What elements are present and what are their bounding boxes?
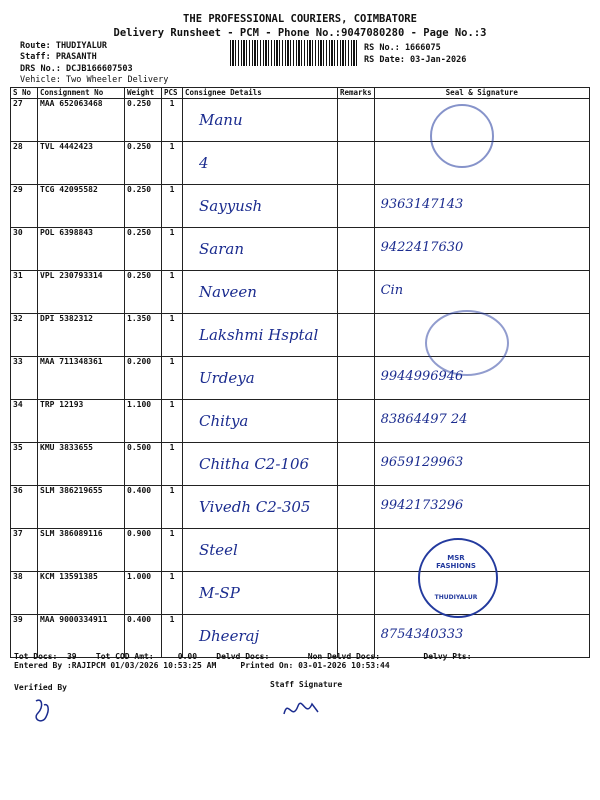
- consignee-cell-text: Steel: [199, 541, 238, 559]
- consignee-cell-text: Lakshmi Hsptal: [199, 326, 319, 344]
- consignment-cell-text: SLM 386089116: [40, 529, 103, 538]
- consignment-cell: [38, 228, 125, 271]
- remarks-cell: [338, 99, 375, 142]
- consignment-cell: [38, 357, 125, 400]
- signature-cell-text: 9942173296: [380, 498, 464, 513]
- pcs-cell: [162, 271, 183, 314]
- staff-label: Staff: PRASANTH: [20, 52, 97, 62]
- barcode: [230, 40, 358, 66]
- table-row: [11, 400, 590, 443]
- signature-cell-text: 9944996946: [380, 369, 464, 384]
- signature-cell: [374, 228, 589, 271]
- consignment-cell: [38, 314, 125, 357]
- sno-cell-text: 30: [13, 228, 23, 237]
- consignee-cell-text: 4: [199, 154, 209, 172]
- consignee-cell: [183, 314, 338, 357]
- pcs-cell-text: 1: [169, 142, 175, 151]
- pcs-cell: [162, 529, 183, 572]
- consignee-cell-text: Manu: [199, 111, 243, 129]
- signature-cell-text: 83864497 24: [380, 412, 468, 427]
- consignment-cell: [38, 529, 125, 572]
- pcs-cell: [162, 572, 183, 615]
- sno-cell-text: 33: [13, 357, 23, 366]
- signature-cell-text: Cin: [380, 283, 404, 298]
- consignee-cell-text: Chitha C2-106: [199, 455, 310, 473]
- consignment-cell: [38, 400, 125, 443]
- consignment-cell: [38, 443, 125, 486]
- remarks-cell: [338, 400, 375, 443]
- signature-cell: [374, 185, 589, 228]
- weight-cell: [125, 443, 162, 486]
- consignee-cell: [183, 529, 338, 572]
- consignment-cell-text: MAA 711348361: [40, 357, 103, 366]
- weight-cell-text: 1.000: [127, 572, 152, 581]
- consignee-cell: [183, 357, 338, 400]
- table-row: [11, 357, 590, 400]
- col-header: Seal & Signature: [374, 88, 589, 99]
- remarks-cell: [338, 572, 375, 615]
- remarks-cell: [338, 271, 375, 314]
- consignee-cell: [183, 142, 338, 185]
- verified-by-label: Verified By: [14, 683, 67, 692]
- signature-cell-text: 8754340333: [380, 627, 464, 642]
- weight-cell: [125, 572, 162, 615]
- sno-cell: [11, 99, 38, 142]
- sno-cell-text: 31: [13, 271, 23, 280]
- consignee-cell-text: Naveen: [199, 283, 257, 301]
- pcs-cell: [162, 228, 183, 271]
- weight-cell-text: 0.200: [127, 357, 152, 366]
- consignment-cell-text: POL 6398843: [40, 228, 93, 237]
- weight-cell: [125, 228, 162, 271]
- sno-cell-text: 34: [13, 400, 23, 409]
- consignment-cell-text: TVL 4442423: [40, 142, 93, 151]
- weight-cell: [125, 142, 162, 185]
- pcs-cell: [162, 486, 183, 529]
- consignment-cell: [38, 572, 125, 615]
- table-row: [11, 99, 590, 142]
- consignee-cell: [183, 443, 338, 486]
- rs-number: RS No.: 1666075: [364, 43, 441, 53]
- col-header: PCS: [162, 88, 183, 99]
- sno-cell: [11, 400, 38, 443]
- runsheet-table: [10, 87, 590, 658]
- pcs-cell-text: 1: [169, 615, 175, 624]
- remarks-cell: [338, 486, 375, 529]
- signature-cell: [374, 486, 589, 529]
- table-row: [11, 228, 590, 271]
- weight-cell-text: 0.400: [127, 615, 152, 624]
- msr-fashions-seal-icon: [418, 538, 498, 618]
- table-row: [11, 486, 590, 529]
- consignee-cell-text: Saran: [199, 240, 244, 258]
- sno-cell: [11, 228, 38, 271]
- consignee-cell-text: M-SP: [199, 584, 240, 602]
- sno-cell-text: 29: [13, 185, 23, 194]
- sno-cell-text: 28: [13, 142, 23, 151]
- signature-cell: [374, 271, 589, 314]
- vehicle-label: Vehicle: Two Wheeler Delivery: [20, 75, 169, 85]
- consignment-cell-text: SLM 386219655: [40, 486, 103, 495]
- rs-date: RS Date: 03-Jan-2026: [364, 55, 467, 65]
- remarks-cell: [338, 228, 375, 271]
- sno-cell-text: 39: [13, 615, 23, 624]
- pcs-cell: [162, 314, 183, 357]
- pcs-cell: [162, 142, 183, 185]
- consignment-cell-text: VPL 230793314: [40, 271, 103, 280]
- consignment-cell: [38, 271, 125, 314]
- weight-cell-text: 0.250: [127, 99, 152, 108]
- sno-cell: [11, 314, 38, 357]
- weight-cell-text: 0.250: [127, 185, 152, 194]
- totals-line: Tot Docs: 39 Tot COD Amt: 0.00 Delvd Docs: Non Delvd Docs: Delvy Pts:: [14, 652, 472, 661]
- weight-cell: [125, 185, 162, 228]
- weight-cell-text: 0.900: [127, 529, 152, 538]
- pcs-cell-text: 1: [169, 271, 175, 280]
- consignment-cell: [38, 185, 125, 228]
- weight-cell-text: 0.500: [127, 443, 152, 452]
- verifier-signature-icon: [28, 695, 68, 731]
- sno-cell-text: 27: [13, 99, 23, 108]
- sno-cell-text: 35: [13, 443, 23, 452]
- seal-bottom-text: THUDIYALUR: [434, 594, 478, 601]
- consignee-cell: [183, 400, 338, 443]
- pcs-cell: [162, 99, 183, 142]
- weight-cell-text: 0.250: [127, 228, 152, 237]
- consignment-cell-text: DPI 5382312: [40, 314, 93, 323]
- weight-cell-text: 1.350: [127, 314, 152, 323]
- pcs-cell: [162, 443, 183, 486]
- consignee-cell: [183, 271, 338, 314]
- col-header: Consignee Details: [183, 88, 338, 99]
- table-row: [11, 271, 590, 314]
- signature-cell-text: 9659129963: [380, 455, 464, 470]
- remarks-cell: [338, 185, 375, 228]
- consignee-cell: [183, 228, 338, 271]
- col-header: Consignment No: [38, 88, 125, 99]
- weight-cell: [125, 99, 162, 142]
- drs-label: DRS No.: DCJB166607503: [20, 64, 133, 74]
- sno-cell: [11, 529, 38, 572]
- consignment-cell-text: MAA 652063468: [40, 99, 103, 108]
- table-row: [11, 142, 590, 185]
- weight-cell: [125, 486, 162, 529]
- weight-cell-text: 1.100: [127, 400, 152, 409]
- route-label: Route: THUDIYALUR: [20, 41, 107, 51]
- sno-cell: [11, 443, 38, 486]
- pcs-cell-text: 1: [169, 314, 175, 323]
- weight-cell: [125, 357, 162, 400]
- consignment-cell-text: TCG 42095582: [40, 185, 98, 194]
- pcs-cell: [162, 357, 183, 400]
- remarks-cell: [338, 142, 375, 185]
- col-header: S No: [11, 88, 38, 99]
- sno-cell-text: 32: [13, 314, 23, 323]
- pcs-cell-text: 1: [169, 99, 175, 108]
- sno-cell: [11, 271, 38, 314]
- entered-by-line: Entered By :RAJIPCM 01/03/2026 10:53:25 AM Printed On: 03-01-2026 10:53:44: [14, 661, 390, 670]
- table-row: [11, 443, 590, 486]
- consignment-cell: [38, 486, 125, 529]
- pcs-cell: [162, 185, 183, 228]
- consignment-cell-text: KCM 13591385: [40, 572, 98, 581]
- weight-cell-text: 0.250: [127, 271, 152, 280]
- pcs-cell-text: 1: [169, 400, 175, 409]
- weight-cell: [125, 529, 162, 572]
- consignment-cell-text: KMU 3833655: [40, 443, 93, 452]
- seal-top-text: MSR FASHIONS: [436, 554, 476, 570]
- pcs-cell-text: 1: [169, 357, 175, 366]
- sno-cell: [11, 486, 38, 529]
- signature-cell-text: 9422417630: [380, 240, 464, 255]
- pcs-cell-text: 1: [169, 185, 175, 194]
- table-header-row: [11, 88, 590, 99]
- table-row: [11, 185, 590, 228]
- signature-cell-text: 9363147143: [380, 197, 464, 212]
- weight-cell: [125, 271, 162, 314]
- consignment-cell: [38, 142, 125, 185]
- consignee-cell: [183, 486, 338, 529]
- consignee-cell-text: Vivedh C2-305: [199, 498, 311, 516]
- signature-cell: [374, 400, 589, 443]
- consignment-cell-text: MAA 9000334911: [40, 615, 108, 624]
- weight-cell: [125, 314, 162, 357]
- staff-signature-icon: [278, 692, 328, 728]
- sno-cell: [11, 572, 38, 615]
- sno-cell-text: 38: [13, 572, 23, 581]
- weight-cell-text: 0.400: [127, 486, 152, 495]
- consignment-cell-text: TRP 12193: [40, 400, 84, 409]
- consignee-cell: [183, 185, 338, 228]
- consignee-cell: [183, 572, 338, 615]
- pcs-cell-text: 1: [169, 486, 175, 495]
- consignee-cell: [183, 99, 338, 142]
- remarks-cell: [338, 443, 375, 486]
- pcs-cell-text: 1: [169, 572, 175, 581]
- seal-stamp-icon: [430, 104, 494, 168]
- sno-cell: [11, 185, 38, 228]
- weight-cell: [125, 400, 162, 443]
- col-header: Remarks: [338, 88, 375, 99]
- pcs-cell-text: 1: [169, 529, 175, 538]
- consignment-cell: [38, 99, 125, 142]
- hospital-stamp-icon: [425, 310, 509, 376]
- remarks-cell: [338, 314, 375, 357]
- weight-cell-text: 0.250: [127, 142, 152, 151]
- pcs-cell: [162, 400, 183, 443]
- sno-cell: [11, 142, 38, 185]
- pcs-cell-text: 1: [169, 443, 175, 452]
- table-row: [11, 529, 590, 572]
- consignee-cell-text: Urdeya: [199, 369, 255, 387]
- company-title: THE PROFESSIONAL COURIERS, COIMBATORE: [183, 13, 417, 25]
- col-header: Weight: [125, 88, 162, 99]
- sno-cell-text: 36: [13, 486, 23, 495]
- pcs-cell-text: 1: [169, 228, 175, 237]
- sno-cell-text: 37: [13, 529, 23, 538]
- table-row: [11, 572, 590, 615]
- consignee-cell-text: Sayyush: [199, 197, 263, 215]
- signature-cell: [374, 443, 589, 486]
- sno-cell: [11, 357, 38, 400]
- remarks-cell: [338, 529, 375, 572]
- consignee-cell-text: Dheeraj: [199, 627, 260, 645]
- runsheet-subtitle: Delivery Runsheet - PCM - Phone No.:9047080280 - Page No.:3: [113, 27, 487, 39]
- consignee-cell-text: Chitya: [199, 412, 249, 430]
- remarks-cell: [338, 357, 375, 400]
- staff-signature-label: Staff Signature: [270, 680, 343, 689]
